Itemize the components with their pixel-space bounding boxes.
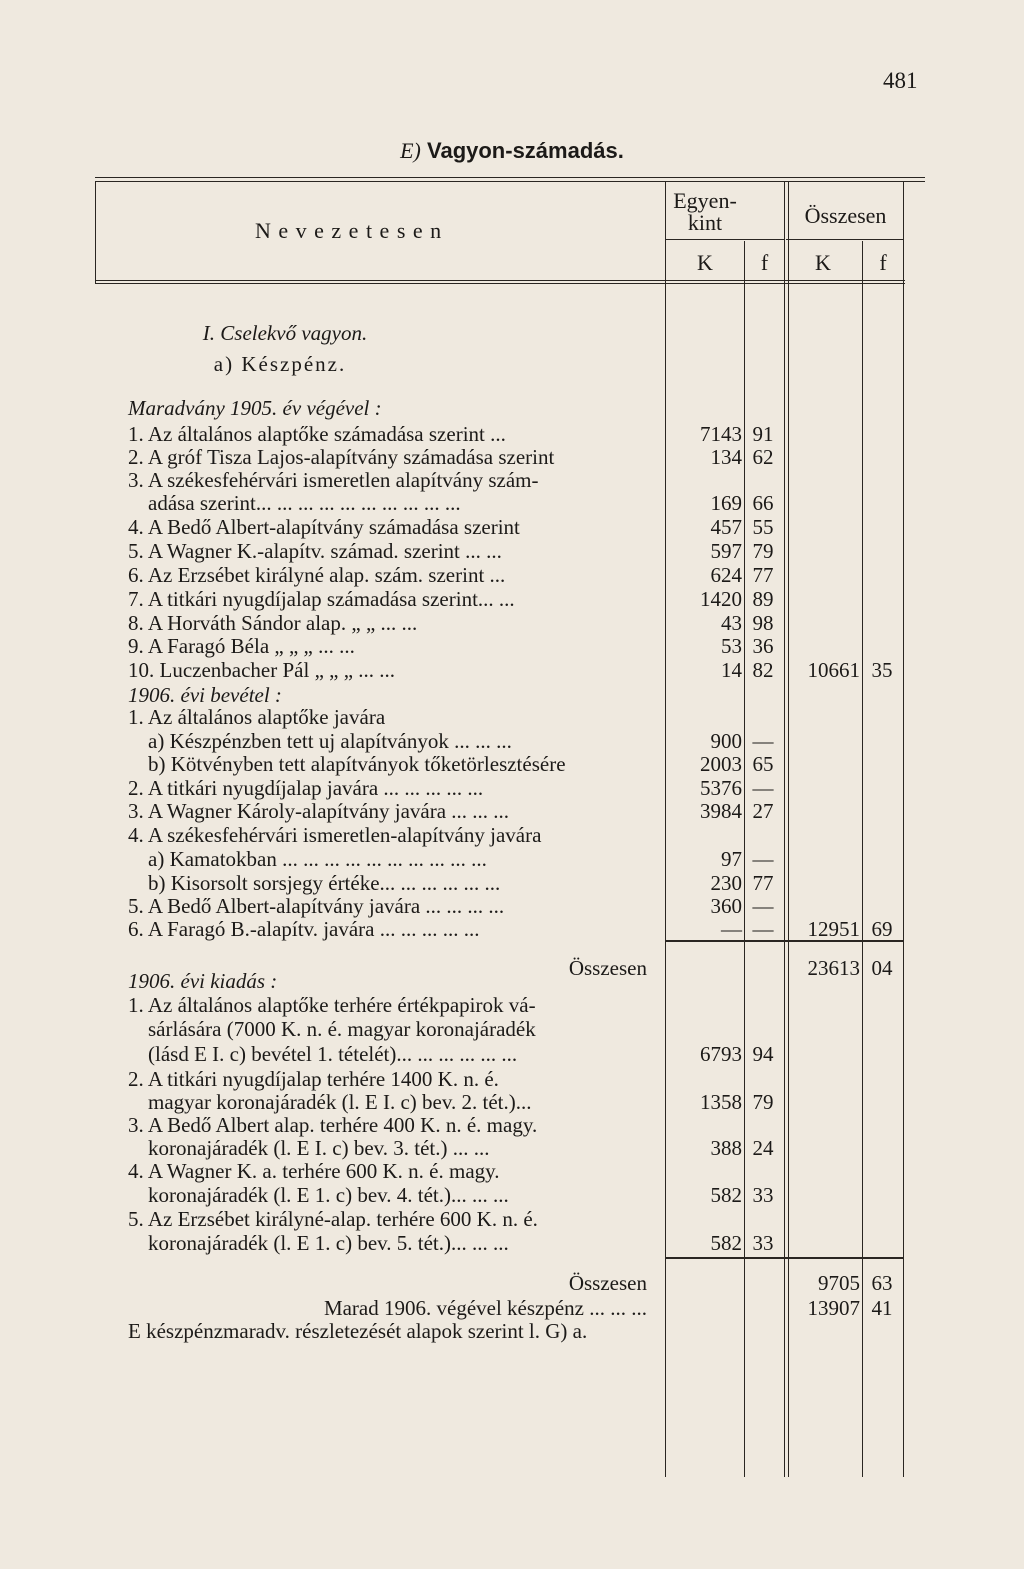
row-description: 4. A székesfehérvári ismeretlen-alapítvány javára — [128, 823, 542, 847]
col-header-egyenkint-f: f — [760, 250, 769, 275]
row-egyenkint-filler: 94 — [752, 1042, 774, 1066]
row-egyenkint-filler: 91 — [752, 422, 774, 446]
row-egyenkint-korona: 900 — [710, 729, 742, 753]
row-egyenkint-korona: 582 — [710, 1183, 742, 1207]
row-description: 7. A titkári nyugdíjalap számadása szerint... ... — [128, 587, 515, 611]
table-row — [0, 1068, 1024, 1091]
heading-title: Vagyon-számadás. — [427, 138, 624, 163]
row-egyenkint-filler: — — [752, 847, 774, 871]
row-description: 3. A székesfehérvári ismeretlen alapítvány szám- — [128, 468, 539, 492]
table-row — [0, 970, 1024, 993]
table-row — [0, 492, 1024, 515]
row-description: 2. A gróf Tisza Lajos-alapítvány számadása szerint — [128, 445, 555, 469]
row-description: 3. A Bedő Albert alap. terhére 400 K. n. é. magy. — [128, 1113, 538, 1137]
col-header-osszesen-f: f — [879, 250, 887, 275]
row-description: 4. A Wagner K. a. terhére 600 K. n. é. magy. — [128, 1159, 500, 1183]
row-description: a) Kamatokban ... ... ... ... ... ... ... ... ... ... — [148, 847, 487, 871]
row-egyenkint-korona: 2003 — [700, 752, 742, 776]
row-egyenkint-filler: 36 — [752, 634, 774, 658]
table-row — [0, 800, 1024, 823]
egyenkint-subrule — [666, 239, 784, 240]
row-description: Marad 1906. végével készpénz ... ... ... — [323, 1296, 647, 1320]
page-heading — [0, 138, 1024, 164]
col-header-osszesen: Összesen — [804, 203, 887, 228]
row-egyenkint-korona: 6793 — [700, 1042, 742, 1066]
table-row — [0, 1272, 1024, 1295]
table-row — [0, 540, 1024, 563]
table-row — [0, 588, 1024, 611]
row-egyenkint-korona: 624 — [710, 563, 742, 587]
table-row — [0, 1018, 1024, 1041]
row-osszesen-korona: 10661 — [807, 658, 860, 682]
row-description: a) Készpénzben tett uj alapítványok ... ... ... — [148, 729, 512, 753]
row-egyenkint-filler: 82 — [752, 658, 774, 682]
row-description: 5. A Wagner K.-alapítv. számad. szerint ... ... — [128, 539, 502, 563]
row-description: koronajáradék (l. E I. c) bev. 3. tét.) ... ... — [148, 1136, 490, 1160]
row-description: 3. A Wagner Károly-alapítvány javára ... ... ... — [128, 799, 510, 823]
row-osszesen-korona: 12951 — [807, 917, 860, 941]
row-description: b) Kisorsolt sorsjegy értéke... ... ... ... ... ... — [148, 871, 501, 895]
row-description: 4. A Bedő Albert-alapítvány számadása szerint — [128, 515, 520, 539]
row-egyenkint-filler: 27 — [752, 799, 774, 823]
row-description: adása szerint... ... ... ... ... ... ... ... ... ... — [148, 491, 461, 515]
table-row — [0, 848, 1024, 871]
col-header-osszesen-k: K — [815, 250, 831, 275]
row-description: 2. A titkári nyugdíjalap javára ... ... ... ... ... — [128, 776, 484, 800]
row-egyenkint-filler: 79 — [752, 1090, 774, 1114]
row-description: magyar koronajáradék (l. E I. c) bev. 2. tét.)... — [148, 1090, 532, 1114]
table-row — [0, 918, 1024, 941]
row-egyenkint-filler: 77 — [752, 871, 774, 895]
row-description: b) Kötvényben tett alapítványok tőketörlesztésére — [148, 752, 566, 776]
row-egyenkint-korona: — — [721, 917, 742, 941]
table-row — [0, 1114, 1024, 1137]
table-row — [0, 446, 1024, 469]
table-row — [0, 564, 1024, 587]
table-row — [0, 1320, 1024, 1343]
table-top-rule-2 — [95, 181, 925, 182]
row-egyenkint-filler: 62 — [752, 445, 774, 469]
row-egyenkint-filler: 24 — [752, 1136, 774, 1160]
col-header-egyenkint-k: K — [697, 250, 713, 275]
table-left-border — [95, 181, 96, 283]
table-row — [0, 1160, 1024, 1183]
row-description: a) Készpénz. — [213, 352, 347, 376]
row-description: 6. Az Erzsébet királyné alap. szám. szerint ... — [128, 563, 506, 587]
table-row — [0, 516, 1024, 539]
table-row — [0, 994, 1024, 1017]
row-egyenkint-filler: 33 — [752, 1183, 774, 1207]
row-osszesen-filler: 69 — [871, 917, 893, 941]
row-egyenkint-filler: 77 — [752, 563, 774, 587]
row-osszesen-korona: 23613 — [807, 956, 860, 980]
row-description: 10. Luczenbacher Pál „ „ „ ... ... — [128, 658, 396, 682]
row-egyenkint-korona: 7143 — [700, 422, 742, 446]
row-osszesen-filler: 04 — [871, 956, 893, 980]
row-egyenkint-korona: 1420 — [700, 587, 742, 611]
row-egyenkint-korona: 360 — [710, 894, 742, 918]
row-description: Összesen — [568, 956, 647, 980]
row-egyenkint-filler: — — [752, 917, 774, 941]
table-row — [0, 1137, 1024, 1160]
table-row — [0, 1043, 1024, 1066]
row-egyenkint-korona: 597 — [710, 539, 742, 563]
row-egyenkint-korona: 582 — [710, 1231, 742, 1255]
row-egyenkint-korona: 5376 — [700, 776, 742, 800]
row-egyenkint-korona: 388 — [710, 1136, 742, 1160]
row-egyenkint-filler: 89 — [752, 587, 774, 611]
row-description: 5. Az Erzsébet királyné-alap. terhére 600 K. n. é. — [128, 1207, 538, 1231]
table-row — [0, 730, 1024, 753]
row-osszesen-filler: 35 — [871, 658, 893, 682]
table-row — [0, 635, 1024, 658]
table-row — [0, 1232, 1024, 1255]
row-description: Összesen — [568, 1271, 647, 1295]
row-egyenkint-korona: 134 — [710, 445, 742, 469]
table-row — [0, 397, 1024, 420]
row-egyenkint-filler: 79 — [752, 539, 774, 563]
row-egyenkint-korona: 457 — [710, 515, 742, 539]
table-row — [0, 684, 1024, 707]
row-description: koronajáradék (l. E 1. c) bev. 4. tét.)... ... ... — [148, 1183, 509, 1207]
row-description: 8. A Horváth Sándor alap. „ „ ... ... — [128, 611, 418, 635]
row-egyenkint-filler: — — [752, 776, 774, 800]
row-osszesen-korona: 9705 — [818, 1271, 860, 1295]
row-egyenkint-korona: 169 — [710, 491, 742, 515]
row-description: Maradvány 1905. év végével : — [128, 396, 382, 420]
row-egyenkint-korona: 3984 — [700, 799, 742, 823]
row-egyenkint-filler: 66 — [752, 491, 774, 515]
row-description: 1906. évi bevétel : — [128, 683, 282, 707]
row-description: 1906. évi kiadás : — [128, 969, 278, 993]
table-row — [0, 872, 1024, 895]
table-top-rule — [95, 177, 925, 178]
table-row — [0, 706, 1024, 729]
table-row — [0, 1297, 1024, 1320]
row-description: 9. A Faragó Béla „ „ „ ... ... — [128, 634, 355, 658]
page-number: 481 — [883, 68, 918, 93]
row-egyenkint-korona: 97 — [721, 847, 742, 871]
col-header-name: N e v e z e t e s e n — [255, 218, 443, 243]
row-egyenkint-filler: 98 — [752, 611, 774, 635]
row-egyenkint-filler: 33 — [752, 1231, 774, 1255]
heading-prefix: E) — [400, 138, 421, 163]
table-row — [0, 777, 1024, 800]
row-egyenkint-korona: 230 — [710, 871, 742, 895]
table-row — [0, 423, 1024, 446]
table-row — [0, 659, 1024, 682]
table-row — [0, 895, 1024, 918]
row-egyenkint-filler: 55 — [752, 515, 774, 539]
row-osszesen-korona: 13907 — [807, 1296, 860, 1320]
row-description: 1. Az általános alaptőke javára — [128, 705, 386, 729]
row-description: 1. Az általános alaptőke számadása szerint ... — [128, 422, 506, 446]
row-egyenkint-filler: — — [752, 729, 774, 753]
row-egyenkint-korona: 53 — [721, 634, 742, 658]
table-row — [0, 753, 1024, 776]
row-description: (lásd E I. c) bevétel 1. tételét)... ... ... ... ... ... — [148, 1042, 518, 1066]
table-row — [0, 1091, 1024, 1114]
table-row — [0, 612, 1024, 635]
row-description: I. Cselekvő vagyon. — [202, 321, 368, 345]
row-description: 2. A titkári nyugdíjalap terhére 1400 K. n. é. — [128, 1067, 499, 1091]
row-egyenkint-filler: — — [752, 894, 774, 918]
subtotal-rule-2 — [666, 1257, 904, 1259]
row-description: E készpénzmaradv. részletezését alapok szerint l. G) a. — [128, 1319, 588, 1343]
row-description: 5. A Bedő Albert-alapítvány javára ... ... ... ... — [128, 894, 505, 918]
table-row — [0, 469, 1024, 492]
table-row — [0, 824, 1024, 847]
osszesen-subrule — [786, 239, 904, 240]
table-row — [0, 353, 1024, 376]
col-header-egyenkint: Egyen- kint — [673, 188, 737, 235]
table-row — [0, 1184, 1024, 1207]
table-row — [0, 1208, 1024, 1231]
row-osszesen-filler: 41 — [871, 1296, 893, 1320]
row-egyenkint-korona: 1358 — [700, 1090, 742, 1114]
row-description: 1. Az általános alaptőke terhére értékpapirok vá- — [128, 993, 536, 1017]
row-egyenkint-korona: 14 — [721, 658, 742, 682]
row-description: sárlására (7000 K. n. é. magyar koronajáradék — [148, 1017, 536, 1041]
table-row — [0, 322, 1024, 345]
row-description: koronajáradék (l. E 1. c) bev. 5. tét.)... ... ... — [148, 1231, 509, 1255]
row-egyenkint-korona: 43 — [721, 611, 742, 635]
row-description: 6. A Faragó B.-alapítv. javára ... ... ... ... ... — [128, 917, 480, 941]
row-osszesen-filler: 63 — [871, 1271, 893, 1295]
row-egyenkint-filler: 65 — [752, 752, 774, 776]
